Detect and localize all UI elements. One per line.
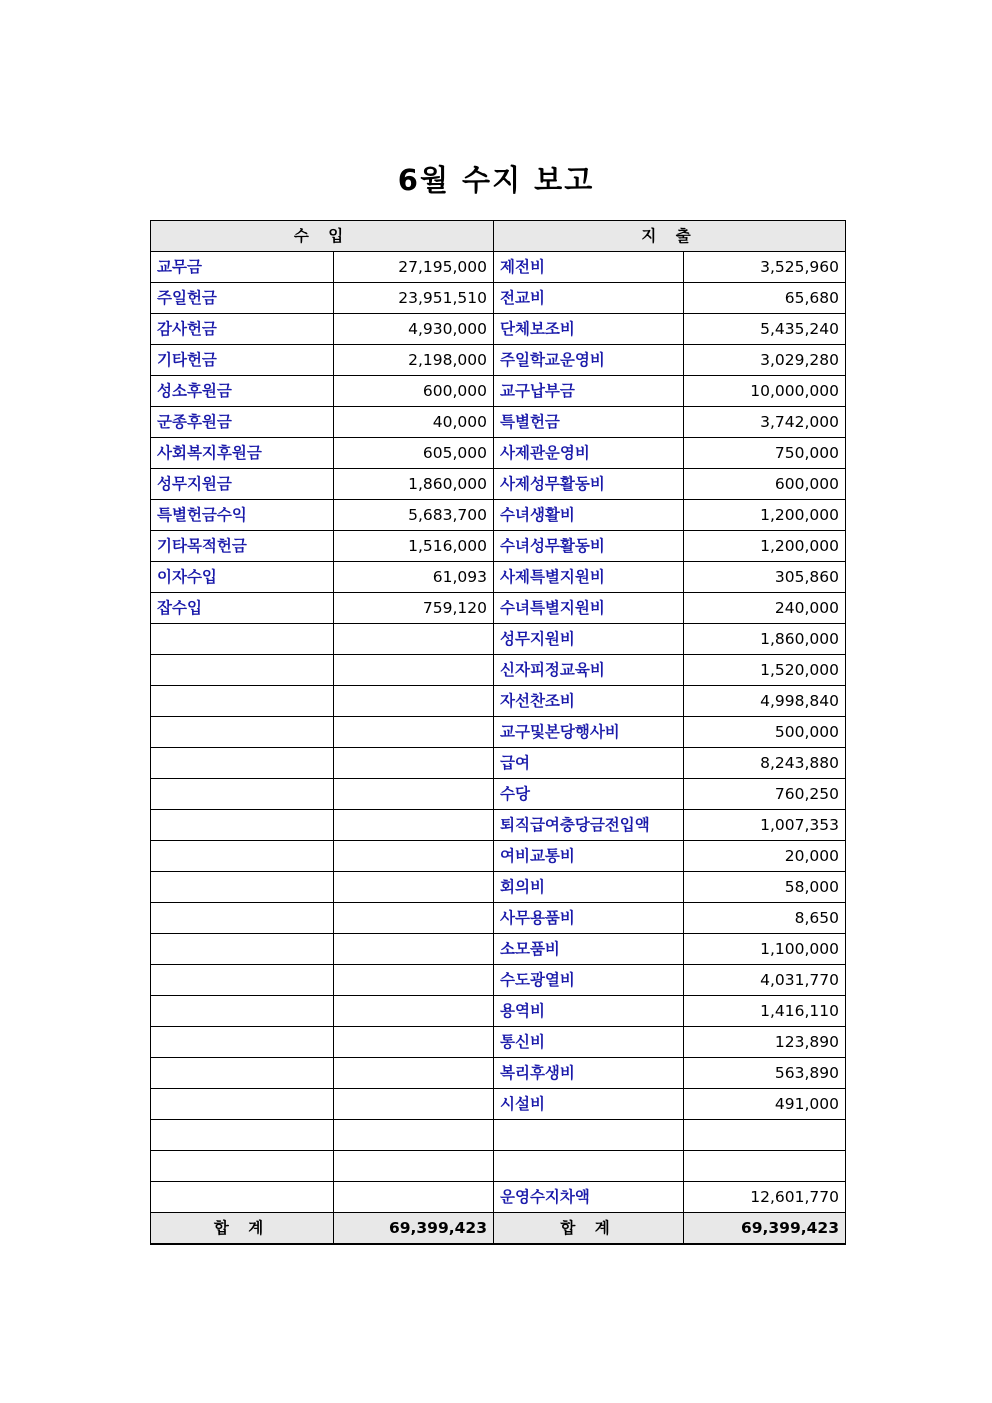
expense-item-label: 퇴직급여충당금전입액 — [494, 810, 684, 841]
income-item-label: 교무금 — [151, 252, 334, 283]
income-expense-ledger-table — [150, 220, 846, 1245]
expense-item-label: 시설비 — [494, 1089, 684, 1120]
expense-item-amount: 8,243,880 — [684, 748, 846, 779]
expense-item-label: 운영수지차액 — [494, 1182, 684, 1213]
table-row — [151, 438, 846, 469]
expense-total-amount: 69,399,423 — [684, 1213, 846, 1245]
income-item-amount — [334, 841, 494, 872]
income-item-label — [151, 1120, 334, 1151]
expense-item-label: 신자피정교육비 — [494, 655, 684, 686]
income-item-amount — [334, 1058, 494, 1089]
table-row — [151, 717, 846, 748]
income-item-label: 사회복지후원금 — [151, 438, 334, 469]
table-footer — [151, 1213, 846, 1245]
table-row — [151, 1058, 846, 1089]
income-item-label: 감사헌금 — [151, 314, 334, 345]
income-item-amount: 23,951,510 — [334, 283, 494, 314]
expense-item-label: 수녀특별지원비 — [494, 593, 684, 624]
expense-item-amount: 1,416,110 — [684, 996, 846, 1027]
income-item-amount: 600,000 — [334, 376, 494, 407]
table-row — [151, 872, 846, 903]
income-item-label: 주일헌금 — [151, 283, 334, 314]
income-item-label — [151, 903, 334, 934]
income-item-amount — [334, 1182, 494, 1213]
income-item-amount — [334, 779, 494, 810]
income-item-amount — [334, 1089, 494, 1120]
income-item-amount — [334, 965, 494, 996]
table-row — [151, 686, 846, 717]
table-row — [151, 748, 846, 779]
income-item-amount — [334, 1120, 494, 1151]
expense-item-amount: 305,860 — [684, 562, 846, 593]
table-row — [151, 655, 846, 686]
expense-item-amount: 750,000 — [684, 438, 846, 469]
expense-item-amount: 1,007,353 — [684, 810, 846, 841]
income-item-amount — [334, 624, 494, 655]
table-row — [151, 841, 846, 872]
expense-item-label: 소모품비 — [494, 934, 684, 965]
income-item-amount — [334, 748, 494, 779]
expense-item-amount: 65,680 — [684, 283, 846, 314]
income-item-label — [151, 841, 334, 872]
expense-item-amount: 1,100,000 — [684, 934, 846, 965]
income-item-amount: 2,198,000 — [334, 345, 494, 376]
expense-item-amount: 240,000 — [684, 593, 846, 624]
table-row — [151, 314, 846, 345]
income-item-amount: 605,000 — [334, 438, 494, 469]
expense-item-amount: 491,000 — [684, 1089, 846, 1120]
income-item-label: 특별헌금수익 — [151, 500, 334, 531]
income-item-label — [151, 1151, 334, 1182]
expense-item-label: 사제관운영비 — [494, 438, 684, 469]
expense-item-label: 수녀성무활동비 — [494, 531, 684, 562]
income-item-label — [151, 1182, 334, 1213]
income-item-label — [151, 655, 334, 686]
income-total-amount: 69,399,423 — [334, 1213, 494, 1245]
expense-item-amount: 600,000 — [684, 469, 846, 500]
income-item-amount: 61,093 — [334, 562, 494, 593]
income-item-label — [151, 934, 334, 965]
table-row — [151, 531, 846, 562]
table-row — [151, 624, 846, 655]
table-row — [151, 810, 846, 841]
expense-item-label — [494, 1151, 684, 1182]
table-row — [151, 996, 846, 1027]
income-item-label — [151, 748, 334, 779]
expense-item-amount: 1,860,000 — [684, 624, 846, 655]
expense-item-amount: 10,000,000 — [684, 376, 846, 407]
table-row — [151, 500, 846, 531]
expense-item-label: 회의비 — [494, 872, 684, 903]
table-row — [151, 562, 846, 593]
expense-item-amount: 1,200,000 — [684, 500, 846, 531]
income-item-label: 군종후원금 — [151, 407, 334, 438]
income-item-label — [151, 624, 334, 655]
income-item-amount: 4,930,000 — [334, 314, 494, 345]
income-item-amount: 27,195,000 — [334, 252, 494, 283]
income-item-label — [151, 1089, 334, 1120]
expense-item-label: 교구및본당행사비 — [494, 717, 684, 748]
table-row — [151, 376, 846, 407]
expense-item-amount: 123,890 — [684, 1027, 846, 1058]
expense-item-label: 교구납부금 — [494, 376, 684, 407]
expense-column-header: 지 출 — [494, 221, 846, 252]
table-row — [151, 903, 846, 934]
income-item-label: 기타목적헌금 — [151, 531, 334, 562]
total-row — [151, 1213, 846, 1245]
income-item-label: 기타헌금 — [151, 345, 334, 376]
income-item-amount: 5,683,700 — [334, 500, 494, 531]
income-item-amount — [334, 686, 494, 717]
expense-item-label: 복리후생비 — [494, 1058, 684, 1089]
income-item-label — [151, 1058, 334, 1089]
income-total-label: 합 계 — [151, 1213, 334, 1245]
expense-item-label: 수도광열비 — [494, 965, 684, 996]
income-item-amount — [334, 903, 494, 934]
income-item-amount — [334, 934, 494, 965]
expense-item-label: 주일학교운영비 — [494, 345, 684, 376]
expense-item-label: 제전비 — [494, 252, 684, 283]
income-item-amount: 759,120 — [334, 593, 494, 624]
income-item-amount — [334, 655, 494, 686]
expense-item-label: 사제특별지원비 — [494, 562, 684, 593]
expense-item-amount: 4,998,840 — [684, 686, 846, 717]
expense-item-amount — [684, 1151, 846, 1182]
expense-item-amount: 8,650 — [684, 903, 846, 934]
expense-item-amount: 1,520,000 — [684, 655, 846, 686]
income-item-amount: 1,860,000 — [334, 469, 494, 500]
expense-item-amount — [684, 1120, 846, 1151]
income-item-label — [151, 779, 334, 810]
income-item-label: 이자수입 — [151, 562, 334, 593]
income-item-label: 성무지원금 — [151, 469, 334, 500]
income-item-amount — [334, 1151, 494, 1182]
income-item-label — [151, 717, 334, 748]
income-item-amount — [334, 996, 494, 1027]
income-item-label — [151, 996, 334, 1027]
expense-item-label: 사제성무활동비 — [494, 469, 684, 500]
expense-item-label: 급여 — [494, 748, 684, 779]
expense-item-label: 사무용품비 — [494, 903, 684, 934]
expense-item-label: 통신비 — [494, 1027, 684, 1058]
expense-item-label: 성무지원비 — [494, 624, 684, 655]
expense-item-amount: 3,525,960 — [684, 252, 846, 283]
income-item-amount — [334, 717, 494, 748]
expense-item-amount: 4,031,770 — [684, 965, 846, 996]
table-row — [151, 407, 846, 438]
table-row — [151, 1089, 846, 1120]
table-row — [151, 252, 846, 283]
income-item-amount — [334, 1027, 494, 1058]
income-item-label: 잡수입 — [151, 593, 334, 624]
expense-item-amount: 500,000 — [684, 717, 846, 748]
expense-item-label: 수녀생활비 — [494, 500, 684, 531]
table-row — [151, 1120, 846, 1151]
income-item-label — [151, 686, 334, 717]
expense-item-amount: 3,029,280 — [684, 345, 846, 376]
table-row — [151, 965, 846, 996]
table-row — [151, 469, 846, 500]
expense-item-label: 전교비 — [494, 283, 684, 314]
table-row — [151, 593, 846, 624]
table-header — [151, 221, 846, 252]
table-row — [151, 1182, 846, 1213]
table-row — [151, 345, 846, 376]
expense-total-label: 합 계 — [494, 1213, 684, 1245]
income-item-amount — [334, 810, 494, 841]
income-item-label — [151, 965, 334, 996]
table-row — [151, 779, 846, 810]
expense-item-amount: 1,200,000 — [684, 531, 846, 562]
expense-item-amount: 760,250 — [684, 779, 846, 810]
expense-item-label: 여비교통비 — [494, 841, 684, 872]
expense-item-label — [494, 1120, 684, 1151]
expense-item-amount: 20,000 — [684, 841, 846, 872]
expense-item-amount: 58,000 — [684, 872, 846, 903]
expense-item-amount: 3,742,000 — [684, 407, 846, 438]
table-row — [151, 934, 846, 965]
page-title: 6월 수지 보고 — [397, 163, 595, 197]
income-item-label — [151, 1027, 334, 1058]
table-body — [151, 252, 846, 1213]
expense-item-amount: 563,890 — [684, 1058, 846, 1089]
expense-item-label: 단체보조비 — [494, 314, 684, 345]
table-header-row — [151, 221, 846, 252]
expense-item-label: 용역비 — [494, 996, 684, 1027]
expense-item-label: 자선찬조비 — [494, 686, 684, 717]
income-item-amount — [334, 872, 494, 903]
income-item-label — [151, 872, 334, 903]
expense-item-label: 수당 — [494, 779, 684, 810]
income-item-amount: 1,516,000 — [334, 531, 494, 562]
expense-item-amount: 5,435,240 — [684, 314, 846, 345]
income-item-label: 성소후원금 — [151, 376, 334, 407]
expense-item-amount: 12,601,770 — [684, 1182, 846, 1213]
table-row — [151, 1151, 846, 1182]
expense-item-label: 특별헌금 — [494, 407, 684, 438]
table-row — [151, 283, 846, 314]
income-item-label — [151, 810, 334, 841]
table-row — [151, 1027, 846, 1058]
income-column-header: 수 입 — [151, 221, 494, 252]
income-item-amount: 40,000 — [334, 407, 494, 438]
